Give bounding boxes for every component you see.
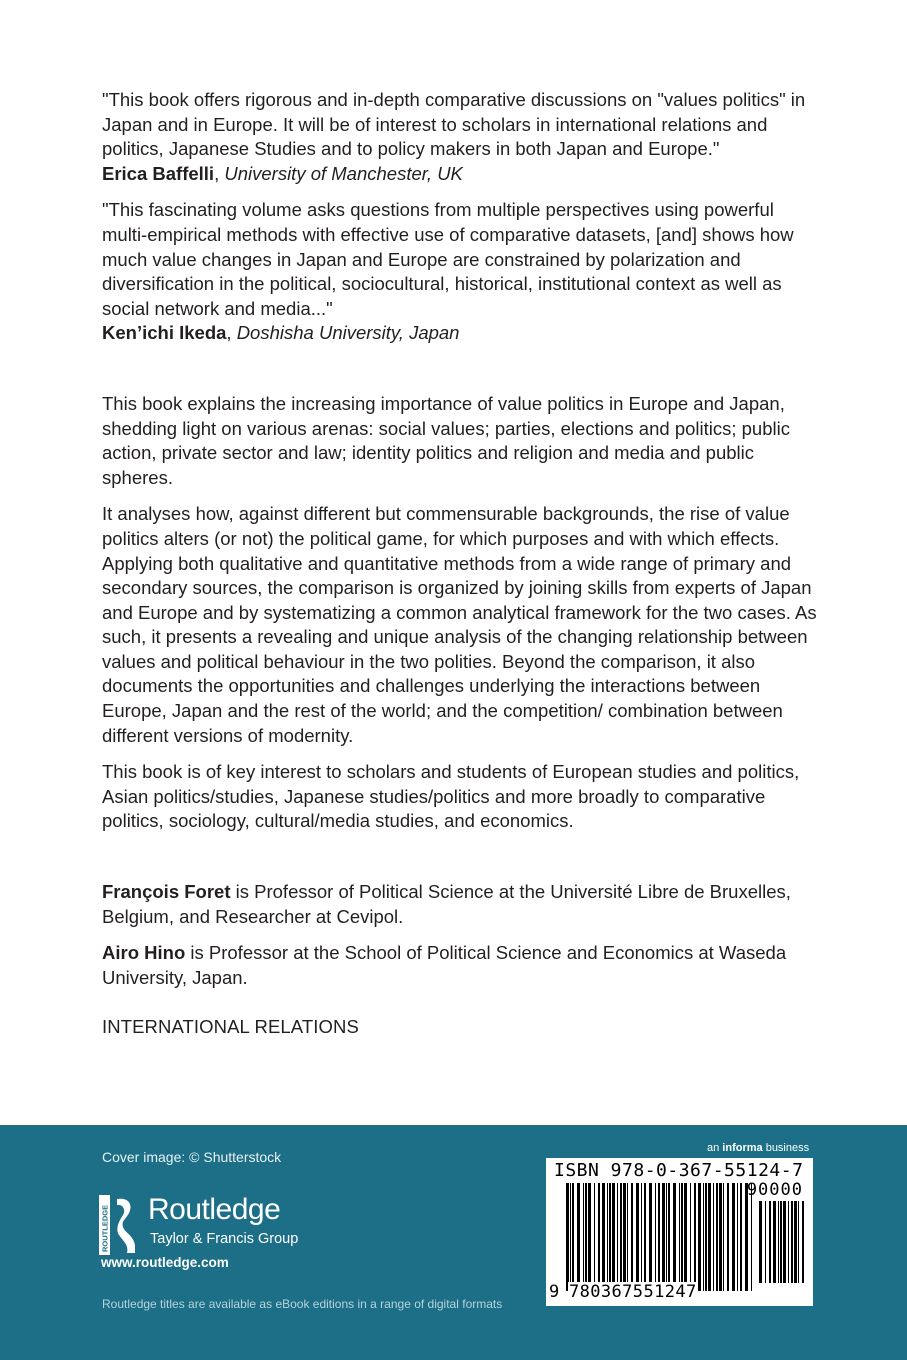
barcode-bar [649, 1183, 652, 1291]
barcode-bar [602, 1183, 605, 1291]
quote-text: "This fascinating volume asks questions from multiple perspectives using powerful multi-empirical methods with effective use of comparative datasets, [and] shows how much value changes in Japan and Europe are constrained by polarization and diversification in the political, sociocultural, historical, institutional context as well as social network and media..." [102, 199, 794, 319]
description-paragraph: This book is of key interest to scholars and students of European studies and politics, Asian politics/studies, Japanese studies/politics and more broadly to comparative politics, sociology, cultural/media studies, and economics. [102, 761, 800, 832]
logo-vertical-text: ROUTLEDGE [100, 1204, 110, 1252]
barcode-bar [684, 1183, 687, 1291]
barcode-bar [708, 1183, 711, 1291]
isbn-barcode [546, 1158, 813, 1306]
barcode-bar [662, 1183, 665, 1291]
cover-credit: Cover image: © Shutterstock [102, 1149, 282, 1165]
barcode-bar [719, 1183, 722, 1291]
barcode-bar [655, 1183, 656, 1291]
publisher-group: Taylor & Francis Group [150, 1231, 299, 1247]
barcode-bar [780, 1201, 782, 1283]
informa-brand: informa [722, 1142, 763, 1154]
barcode-bar [788, 1201, 789, 1283]
quote-separator: , [226, 322, 237, 344]
barcode-bar [773, 1201, 776, 1283]
barcode-bar [705, 1183, 707, 1291]
barcode-bar [588, 1183, 591, 1291]
barcode-bar [612, 1183, 615, 1291]
barcode-bar [577, 1183, 580, 1291]
isbn-label: ISBN 978-0-367-55124-7 [554, 1160, 804, 1181]
barcode-bar [636, 1183, 639, 1291]
barcode-bar [769, 1201, 771, 1283]
barcode-bar [794, 1201, 797, 1283]
barcode-bar [679, 1183, 680, 1291]
back-cover-text [102, 88, 822, 1040]
quote-affiliation: Doshisha University, Japan [236, 322, 460, 344]
barcode-bar [666, 1183, 667, 1291]
barcode-bar [690, 1183, 691, 1291]
quote-affiliation: University of Manchester, UK [224, 162, 463, 184]
barcode-bar [583, 1183, 584, 1291]
barcode-bar [623, 1183, 626, 1291]
endorsement-quote [102, 88, 822, 186]
ebook-note: Routledge titles are available as eBook editions in a range of digital formats [102, 1297, 503, 1311]
barcode-bar [609, 1183, 611, 1291]
subject-category: INTERNATIONAL RELATIONS [102, 1016, 359, 1038]
barcode-bar [713, 1183, 714, 1291]
barcode-bar [598, 1183, 600, 1291]
description-paragraph: It analyses how, against different but commensurable backgrounds, the rise of value politics alters (or not) the political game, for which purposes and with which effects. Applying both qualitative and quantitative methods from a wide range of primary and secondary sources, the comparison is organized by joining skills from experts of Japan and Europe and by systematizing a common analytical framework for the two cases. As such, it presents a revealing and unique analysis of the changing relationship between values and political behaviour in the two polities. Beyond the comparison, it also documents the opportunities and challenges underlying the interactions between Europe, Japan and the rest of the world; and the competition/ combination between different versions of modernity. [102, 503, 817, 746]
publisher-name: Routledge [148, 1193, 281, 1226]
informa-tagline [707, 1142, 809, 1154]
barcode-bar [732, 1183, 735, 1291]
barcode-bar [694, 1183, 696, 1291]
barcode-bar [791, 1201, 793, 1283]
publisher-url[interactable]: www.routledge.com [101, 1255, 229, 1270]
ean-barcode-bars [566, 1183, 756, 1291]
barcode-bar [620, 1183, 622, 1291]
barcode-bar [673, 1183, 676, 1291]
barcode-bar [698, 1183, 701, 1291]
description-paragraph: This book explains the increasing importance of value politics in Europe and Japan, shedding light on various arenas: social values; parties, elections and politics; public action, private sector and law; identity politics and religion and media and public spheres. [102, 392, 790, 488]
barcode-bar [585, 1183, 587, 1291]
author-name: François Foret [102, 881, 231, 903]
barcode-bar [641, 1183, 642, 1291]
informa-suffix: business [762, 1142, 810, 1154]
quote-text: "This book offers rigorous and in-depth comparative discussions on "values politics" in Japan and in Europe. It will be of interest to scholars in international relations and politics, Japanese Studies and to policy makers in both Japan and Europe." [102, 89, 806, 160]
barcode-bar [594, 1183, 595, 1291]
barcode-bar [727, 1183, 729, 1291]
endorsement-quote [102, 198, 822, 346]
barcode-bar [631, 1183, 633, 1291]
barcode-bar [783, 1201, 786, 1283]
barcode-bar [703, 1183, 704, 1291]
routledge-emblem-icon [99, 1195, 139, 1255]
barcode-bar [658, 1183, 660, 1291]
barcode-main-digits: 780367551247 [569, 1282, 697, 1302]
barcode-bar [737, 1183, 738, 1291]
price-code: 90000 [746, 1180, 803, 1200]
barcode-bar [778, 1201, 779, 1283]
quote-author: Ken’ichi Ikeda [102, 322, 227, 344]
barcode-bar [798, 1201, 799, 1283]
barcode-bar [607, 1183, 608, 1291]
barcode-bar [681, 1183, 683, 1291]
author-bio [102, 941, 822, 990]
barcode-bar [644, 1183, 646, 1291]
quote-author: Erica Baffelli [102, 162, 215, 184]
barcode-bar [723, 1183, 724, 1291]
barcode-bar [740, 1183, 742, 1291]
barcode-bar [572, 1183, 574, 1291]
addon-barcode-bars [759, 1201, 809, 1283]
informa-prefix: an [707, 1142, 723, 1154]
barcode-bar [759, 1201, 762, 1283]
barcode-lead-digit: 9 [549, 1282, 560, 1302]
barcode-bar [617, 1183, 618, 1291]
author-bio [102, 880, 822, 929]
barcode-bar [802, 1201, 804, 1283]
barcode-bar [765, 1201, 766, 1283]
author-bio-text: is Professor of Political Science at the Université Libre de Bruxelles, Belgium, and Researcher at Cevipol. [102, 881, 791, 927]
barcode-bar [716, 1183, 718, 1291]
barcode-bar [668, 1183, 670, 1291]
author-name: Airo Hino [102, 942, 186, 964]
barcode-bar [570, 1183, 571, 1291]
barcode-bar [627, 1183, 628, 1291]
barcode-bar [566, 1183, 569, 1291]
author-bio-text: is Professor at the School of Political Science and Economics at Waseda University, Japan. [102, 942, 787, 988]
quote-separator: , [214, 162, 225, 184]
footer-band [0, 1125, 907, 1360]
